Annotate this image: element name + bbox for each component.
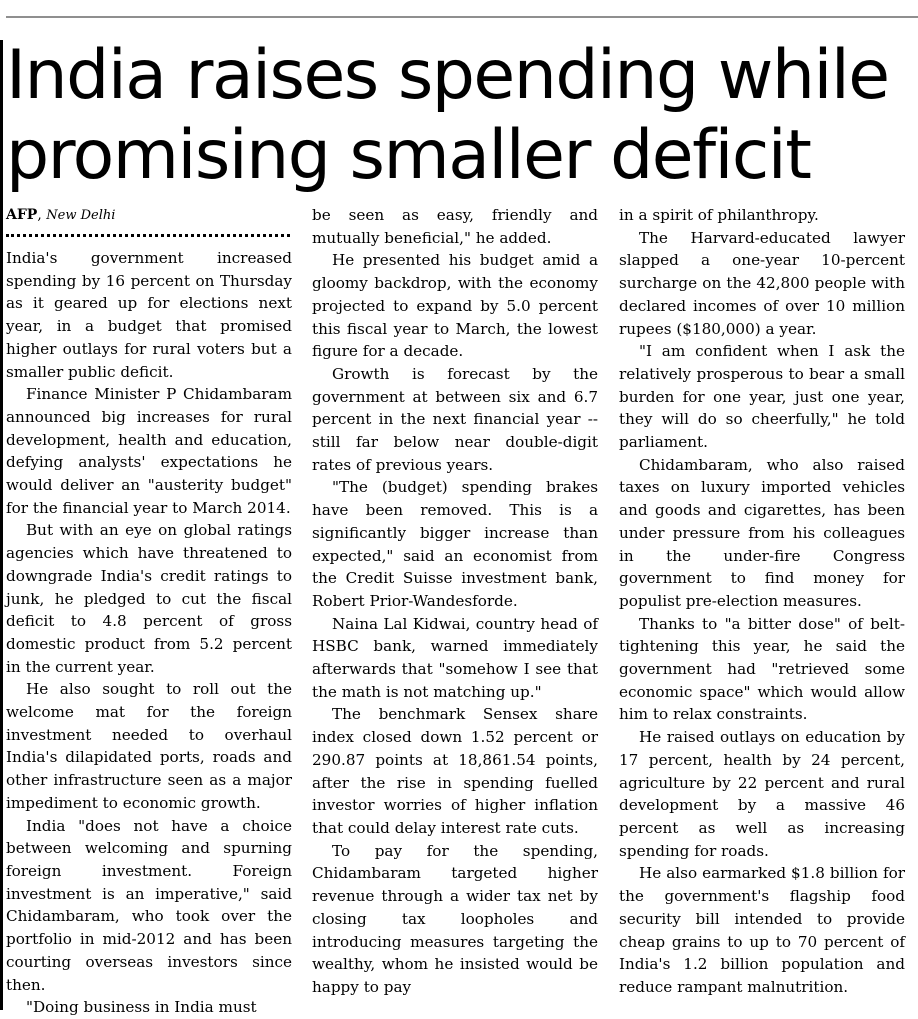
paragraph: Chidambaram, who also raised taxes on luxury imported vehicles and goods and cigarettes, has been under pressure from his colleagues in the under-fire Congress government to find money for populist pre-election measures. <box>619 455 905 610</box>
paragraph: Growth is forecast by the government at between six and 6.7 percent in the next financial year -- still far below near double-digit rates of previous years. <box>312 364 598 474</box>
paragraph: India's government increased spending by 16 percent on Thursday as it geared up for elections next year, in a budget that promised higher outlays for rural voters but a smaller public deficit. <box>6 249 292 381</box>
byline-agency: AFP <box>6 207 38 223</box>
paragraph: "The (budget) spending brakes have been removed. This is a significantly bigger increase than expected," said an economist from the Credit Suisse investment bank, Robert Prior-Wandesforde. <box>312 478 598 610</box>
paragraph: He also earmarked $1.8 billion for the government's flagship food security bill intended to provide cheap grains to up to 70 percent of India's 1.2 billion population and reduce rampant malnutrition. <box>619 864 905 996</box>
top-rule <box>6 16 918 18</box>
article-column-3 <box>619 204 905 999</box>
paragraph: He raised outlays on education by 17 percent, health by 24 percent, agriculture by 22 percent and rural development by a massive 46 percent as well as increasing spending for roads. <box>619 728 905 860</box>
paragraph: "Doing business in India must <box>26 998 257 1017</box>
headline: India raises spending while promising smaller deficit <box>6 36 889 195</box>
paragraph: "I am confident when I ask the relatively prosperous to bear a small burden for one year, just one year, they will do so cheerfully," he told parliament. <box>619 342 905 452</box>
paragraph: Naina Lal Kidwai, country head of HSBC bank, warned immediately afterwards that "somehow I see that the math is not matching up." <box>312 614 598 701</box>
paragraph: India "does not have a choice between welcoming and spurning foreign investment. Foreign investment is an imperative," said Chidambaram, who took over the portfolio in mid-2012 and has been courting overseas investors since then. <box>6 816 292 994</box>
byline <box>6 204 292 228</box>
paragraph: He presented his budget amid a gloomy backdrop, with the economy projected to expand by 5.0 percent this fiscal year to March, the lowest figure for a decade. <box>312 251 598 361</box>
paragraph: To pay for the spending, Chidambaram targeted higher revenue through a wider tax net by closing tax loopholes and introducing measures targeting the wealthy, whom he insisted would be happy to pay <box>312 841 598 996</box>
paragraph: Finance Minister P Chidambaram announced big increases for rural development, health and education, defying analysts' expectations he would deliver an "austerity budget" for the financial year to March 2014. <box>6 385 292 517</box>
article-column-1 <box>6 204 292 1019</box>
dotted-divider <box>6 234 290 237</box>
paragraph-continued: be seen as easy, friendly and mutually beneficial," he added. <box>312 206 598 247</box>
byline-separator: , <box>37 207 42 223</box>
paragraph: He also sought to roll out the welcome mat for the foreign investment needed to overhaul India's dilapidated ports, roads and other infrastructure seen as a major impediment to economic growth. <box>6 680 292 812</box>
paragraph: Thanks to "a bitter dose" of belt-tightening this year, he said the government had "retrieved some economic space" which would allow him to relax constraints. <box>619 614 905 724</box>
paragraph-continued: in a spirit of philanthropy. <box>619 206 819 224</box>
article-column-2 <box>312 204 598 999</box>
paragraph: But with an eye on global ratings agencies which have threatened to downgrade India's credit ratings to junk, he pledged to cut the fiscal deficit to 4.8 percent of gross domestic product from 5.2 percent in the current year. <box>6 521 292 676</box>
byline-dateline: New Delhi <box>46 208 116 223</box>
paragraph: The Harvard-educated lawyer slapped a one-year 10-percent surcharge on the 42,800 people with declared incomes of over 10 million rupees ($180,000) a year. <box>619 228 905 338</box>
left-margin-bar <box>0 40 3 1010</box>
paragraph: The benchmark Sensex share index closed down 1.52 percent or 290.87 points at 18,861.54 points, after the rise in spending fuelled investor worries of higher inflation that could delay interest rate cuts. <box>312 705 598 837</box>
